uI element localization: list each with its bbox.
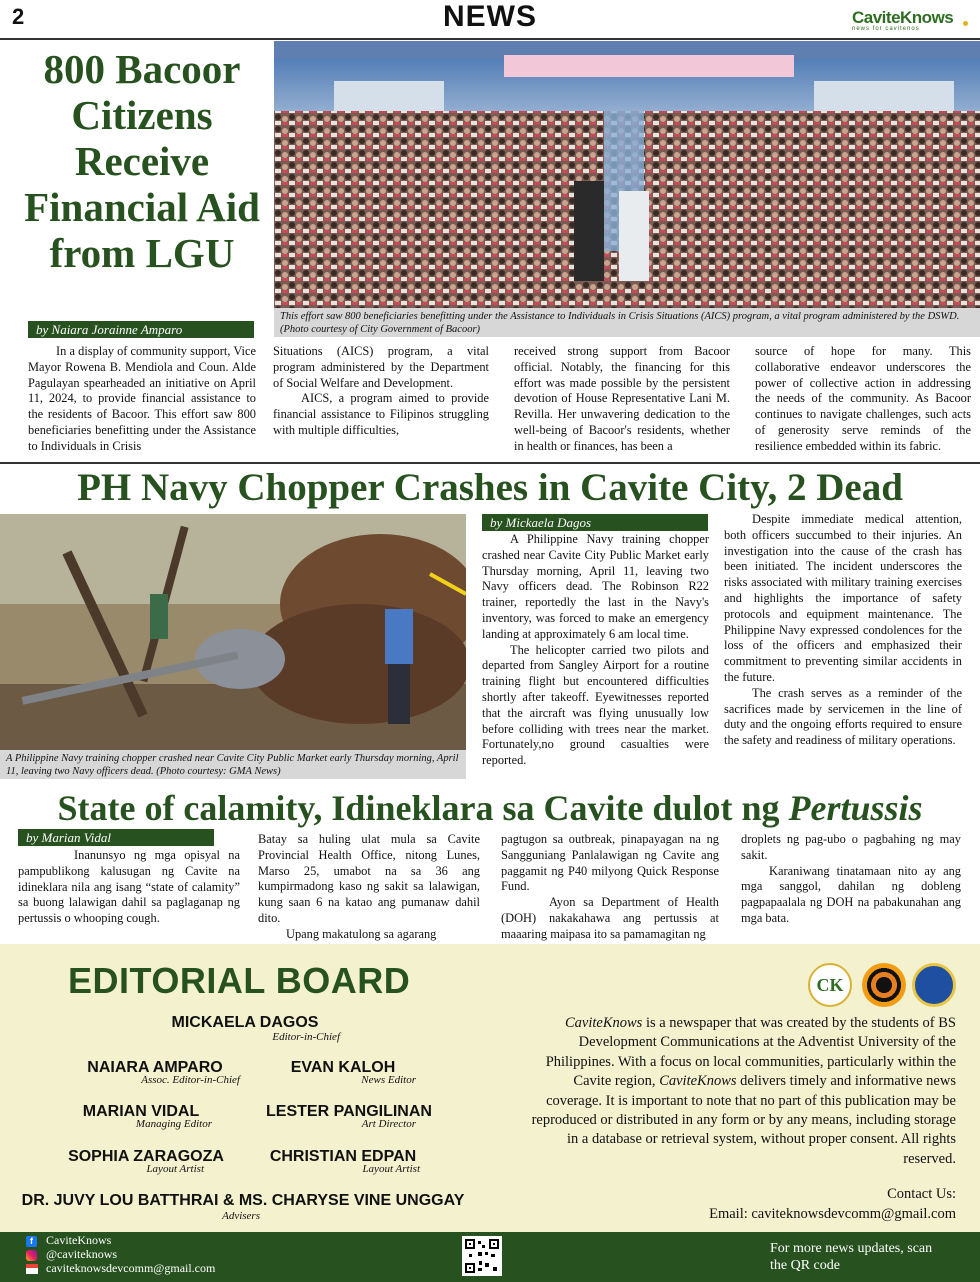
article2-byline: by Mickaela Dagos <box>482 514 708 531</box>
logo-text: CaviteKnows <box>852 8 954 27</box>
article2-headline: PH Navy Chopper Crashes in Cavite City, 2 Dead <box>77 466 903 509</box>
section-title: NEWS <box>443 0 537 33</box>
article3-col2 <box>258 832 480 943</box>
article1-col3 <box>514 344 730 455</box>
article1-col3-text: received strong support from Bacoor official. Notably, the financing for this effort was made possible by the persistent devotion of House Representative Lani M. Revilla. Her unwavering dedication to the well-being of Bacoor's residents, whether in health or finances, has been a <box>514 344 730 453</box>
article3-headline <box>0 788 980 828</box>
article1-headline: 800 Bacoor Citizens Receive Financial Aid from LGU <box>24 46 260 276</box>
article1-col1-text: In a display of community support, Vice Mayor Rowena B. Mendiola and Coun. Alde Pagulayan spearheaded an initiative on April 11, 2024, to provide financial assistance to the residents of Bacoor. This effort saw 800 beneficiaries benefitting under the Assistance to Individuals in Crisis <box>28 344 256 453</box>
editor-role-2: Assoc. Editor-in-Chief <box>141 1074 240 1086</box>
article1-col4 <box>755 344 971 455</box>
editor-role-7: Layout Artist <box>362 1163 420 1175</box>
article2-col2-text-a: Despite immediate medical attention, both officers succumbed to their injuries. An investigation into the cause of the crash has been initiated. The incident underscores the risks associated with military training exercises and highlights the importance of safety protocols and equipment maintenance. The Philippine Navy expressed condolences for the loss of the officers and emphasized their commitment to preventing similar accidents in the future. <box>724 512 962 684</box>
article2-photo <box>0 514 466 750</box>
editor-role-1: Editor-in-Chief <box>272 1031 340 1043</box>
article3-col2-text-a: Batay sa huling ulat mula sa Cavite Provincial Health Office, nitong Lunes, Marso 25, umabot na sa 36 ang kumpirmadong kaso ng sakit sa lalawigan, kung saan 6 na katao ang pumanaw dahil dito. <box>258 832 480 925</box>
article1-caption: This effort saw 800 beneficiaries benefitting under the Assistance to Individuals in Crisis Situations (AICS) program, a vital program administered by the DSWD. (Photo courtesy of City Government of Bacoor) <box>274 308 980 337</box>
editor-name-5: LESTER PANGILINAN <box>266 1103 432 1120</box>
article2-col2-text-b: The crash serves as a reminder of the sacrifices made by servicemen in the line of duty and the ongoing efforts required to ensure the safety and readiness of military operations. <box>724 685 962 748</box>
devcomm-seal-icon <box>862 963 906 1007</box>
article3-headline-italic: Pertussis <box>788 788 923 828</box>
editor-name-7: CHRISTIAN EDPAN <box>269 1148 417 1165</box>
article3-headline-main: State of calamity, Idineklara sa Cavite dulot ng <box>57 788 789 828</box>
logo-dot-icon <box>963 21 968 26</box>
logo-tagline: news for cavitenos <box>852 26 920 32</box>
facebook-icon[interactable]: f <box>26 1236 37 1247</box>
chopper-crash-illustration <box>0 514 466 750</box>
article1-col1 <box>28 344 256 455</box>
contact-email[interactable]: Email: caviteknowsdevcomm@gmail.com <box>709 1206 956 1222</box>
article1-col2 <box>273 344 489 439</box>
article3-col1 <box>18 848 240 927</box>
editor-name-4: MARIAN VIDAL <box>82 1103 200 1120</box>
article3-col1-text: Inanunsyo ng mga opisyal na pampublikong kalusugan ng Cavite na idineklara nila ang isang “state of calamity” sa buong lalawigan dahil sa paglaganap ng pertussis o whooping cough. <box>18 848 240 926</box>
caviteknows-seal-text: CK <box>816 975 844 995</box>
page-number: 2 <box>12 4 25 29</box>
qr-note: For more news updates, scan the QR code <box>770 1241 933 1273</box>
article1-byline: by Naiara Jorainne Amparo <box>28 321 254 338</box>
editorial-title: EDITORIAL BOARD <box>68 960 411 1001</box>
article2-col1-text-a: A Philippine Navy training chopper crashed near Cavite City Public Market early Thursday morning, April 11, leaving two Navy officers dead. The Robinson R22 trainer, reportedly the last in the Navy's inventory, was forced to make an emergency landing at approximately 6 am local time. <box>482 532 709 641</box>
article3-col3-text-a: pagtugon sa outbreak, pinapayagan na ng Sangguniang Panlalawigan ng Cavite ang paggamit ng P40 milyong Quick Response Fund. <box>501 832 719 894</box>
article2-caption: A Philippine Navy training chopper crashed near Cavite City Public Market early Thursday morning, April 11, leaving two Navy officers dead. (Photo courtesy: GMA News) <box>0 750 466 779</box>
instagram-icon[interactable] <box>26 1250 37 1261</box>
editor-role-3: News Editor <box>361 1074 416 1086</box>
article1-col4-text: source of hope for many. This collaborative endeavor underscores the power of collective action in addressing the needs of the community. As Bacoor continues to navigate challenges, such acts of generosity serve reminds of the resilience embedded within its fabric. <box>755 344 971 453</box>
article3-col4 <box>741 832 961 927</box>
article3-col3 <box>501 832 719 943</box>
facebook-handle[interactable]: CaviteKnows <box>46 1233 112 1247</box>
about-text <box>520 1014 956 1169</box>
university-seal-icon <box>912 963 956 1007</box>
article3-col4-text-b: Karaniwang tinatamaan nito ay ang mga sanggol, dahilan ng dobleng pagpapaalala ng DOH na pabakunahan ang mga bata. <box>741 863 961 925</box>
crowd-photo-illustration <box>274 41 980 308</box>
caviteknows-seal-icon <box>808 963 852 1007</box>
advisers-names: DR. JUVY LOU BATTHRAI & MS. CHARYSE VINE UNGGAY <box>21 1192 465 1209</box>
article3-col4-text-a: droplets ng pag-ubo o pagbahing ng may sakit. <box>741 832 961 862</box>
header-rule <box>0 38 980 40</box>
editor-name-3: EVAN KALOH <box>290 1059 396 1076</box>
gmail-icon[interactable] <box>26 1264 38 1274</box>
article1-rule <box>0 462 980 464</box>
article1-col2-text-b: AICS, a program aimed to provide financial assistance to Filipinos struggling with multiple difficulties, <box>273 391 489 437</box>
caviteknows-logo <box>852 8 972 38</box>
editor-name-1: MICKAELA DAGOS <box>171 1014 319 1031</box>
editor-role-4: Managing Editor <box>135 1118 212 1130</box>
article3-col3-text-b: Ayon sa Department of Health (DOH) nakakahawa ang pertussis at maaaring maipasa ito sa pamamagitan ng <box>501 895 719 941</box>
editor-name-2: NAIARA AMPARO <box>87 1059 223 1076</box>
article3-byline: by Marian Vidal <box>18 829 214 846</box>
about-brand-2: CaviteKnows <box>659 1073 737 1090</box>
editor-role-6: Layout Artist <box>146 1163 204 1175</box>
instagram-handle[interactable]: @caviteknows <box>46 1247 118 1261</box>
editor-role-5: Art Director <box>361 1118 416 1130</box>
about-body-1: is a newspaper that was created by the students of BS Development Communications at the Adventist University of the Philippines. With a focus on local communities, particularly within the Cavite region, <box>545 1015 956 1090</box>
article2-col2 <box>724 512 962 749</box>
article2-col1-text-b: The helicopter carried two pilots and departed from Sangley Airport for a routine training flight but encountered difficulties shortly after takeoff. Eyewitnesses reported that the aircraft was flying unusually low before colliding with trees near the market. Fortunately,no ground casualties were reported. <box>482 642 709 768</box>
editor-name-6: SOPHIA ZARAGOZA <box>68 1148 224 1165</box>
qr-code[interactable] <box>462 1236 502 1276</box>
about-brand: CaviteKnows <box>564 1015 643 1031</box>
footer-email[interactable]: caviteknowsdevcomm@gmail.com <box>46 1261 216 1275</box>
advisers-role: Advisers <box>222 1210 260 1222</box>
article3-col2-text-b: Upang makatulong sa agarang <box>286 926 437 941</box>
qr-code-icon <box>465 1239 499 1273</box>
article1-col2-text-a: Situations (AICS) program, a vital program administered by the Department of Social Welfare and Development. <box>273 344 489 390</box>
article2-col1 <box>482 532 709 769</box>
about-body-2: delivers timely and informative news coverage. It is important to note that no part of this publication may be reproduced or distributed in any form or by any means, including storage in a database or retrieval system, without proper consent. All rights reserved. <box>531 1073 956 1167</box>
contact-label: Contact Us: <box>887 1186 956 1202</box>
article1-photo <box>274 41 980 308</box>
